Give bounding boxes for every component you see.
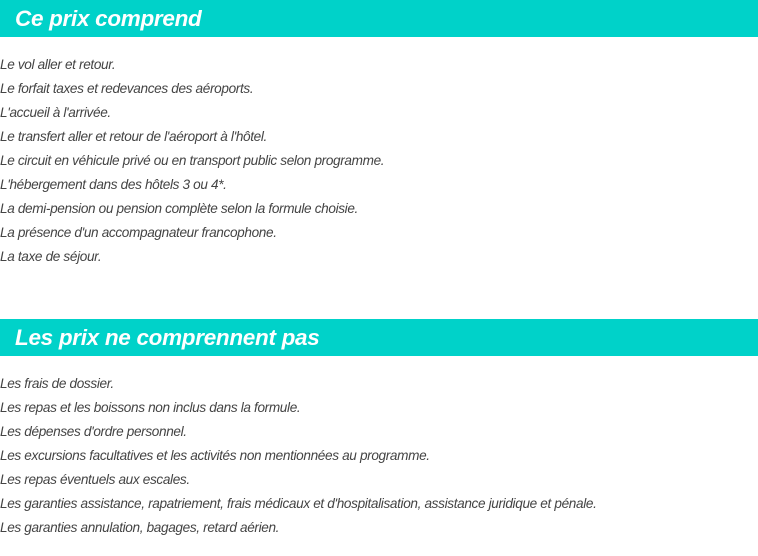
excluded-section-title: Les prix ne comprennent pas (15, 325, 320, 350)
included-section-header (0, 0, 758, 37)
included-item: Le vol aller et retour. (0, 57, 116, 72)
excluded-item: Les excursions facultatives et les activités non mentionnées au programme. (0, 448, 430, 463)
included-item: L'accueil à l'arrivée. (0, 105, 111, 120)
included-item: Le circuit en véhicule privé ou en transport public selon programme. (0, 153, 385, 168)
included-item: Le forfait taxes et redevances des aéroports. (0, 81, 254, 96)
excluded-section-header (0, 319, 758, 356)
included-items-list (0, 53, 384, 269)
included-section-title: Ce prix comprend (15, 6, 202, 31)
excluded-items-list (0, 372, 597, 540)
included-item: Le transfert aller et retour de l'aéroport à l'hôtel. (0, 129, 267, 144)
excluded-item: Les frais de dossier. (0, 376, 114, 391)
excluded-item: Les repas éventuels aux escales. (0, 472, 190, 487)
excluded-item: Les garanties annulation, bagages, retard aérien. (0, 520, 280, 535)
excluded-item: Les garanties assistance, rapatriement, frais médicaux et d'hospitalisation, assistance juridique et pénale. (0, 496, 597, 511)
included-item: La demi-pension ou pension complète selon la formule choisie. (0, 201, 358, 216)
excluded-item: Les repas et les boissons non inclus dans la formule. (0, 400, 301, 415)
included-item: L'hébergement dans des hôtels 3 ou 4*. (0, 177, 227, 192)
excluded-item: Les dépenses d'ordre personnel. (0, 424, 187, 439)
included-item: La présence d'un accompagnateur francophone. (0, 225, 277, 240)
included-item: La taxe de séjour. (0, 249, 102, 264)
